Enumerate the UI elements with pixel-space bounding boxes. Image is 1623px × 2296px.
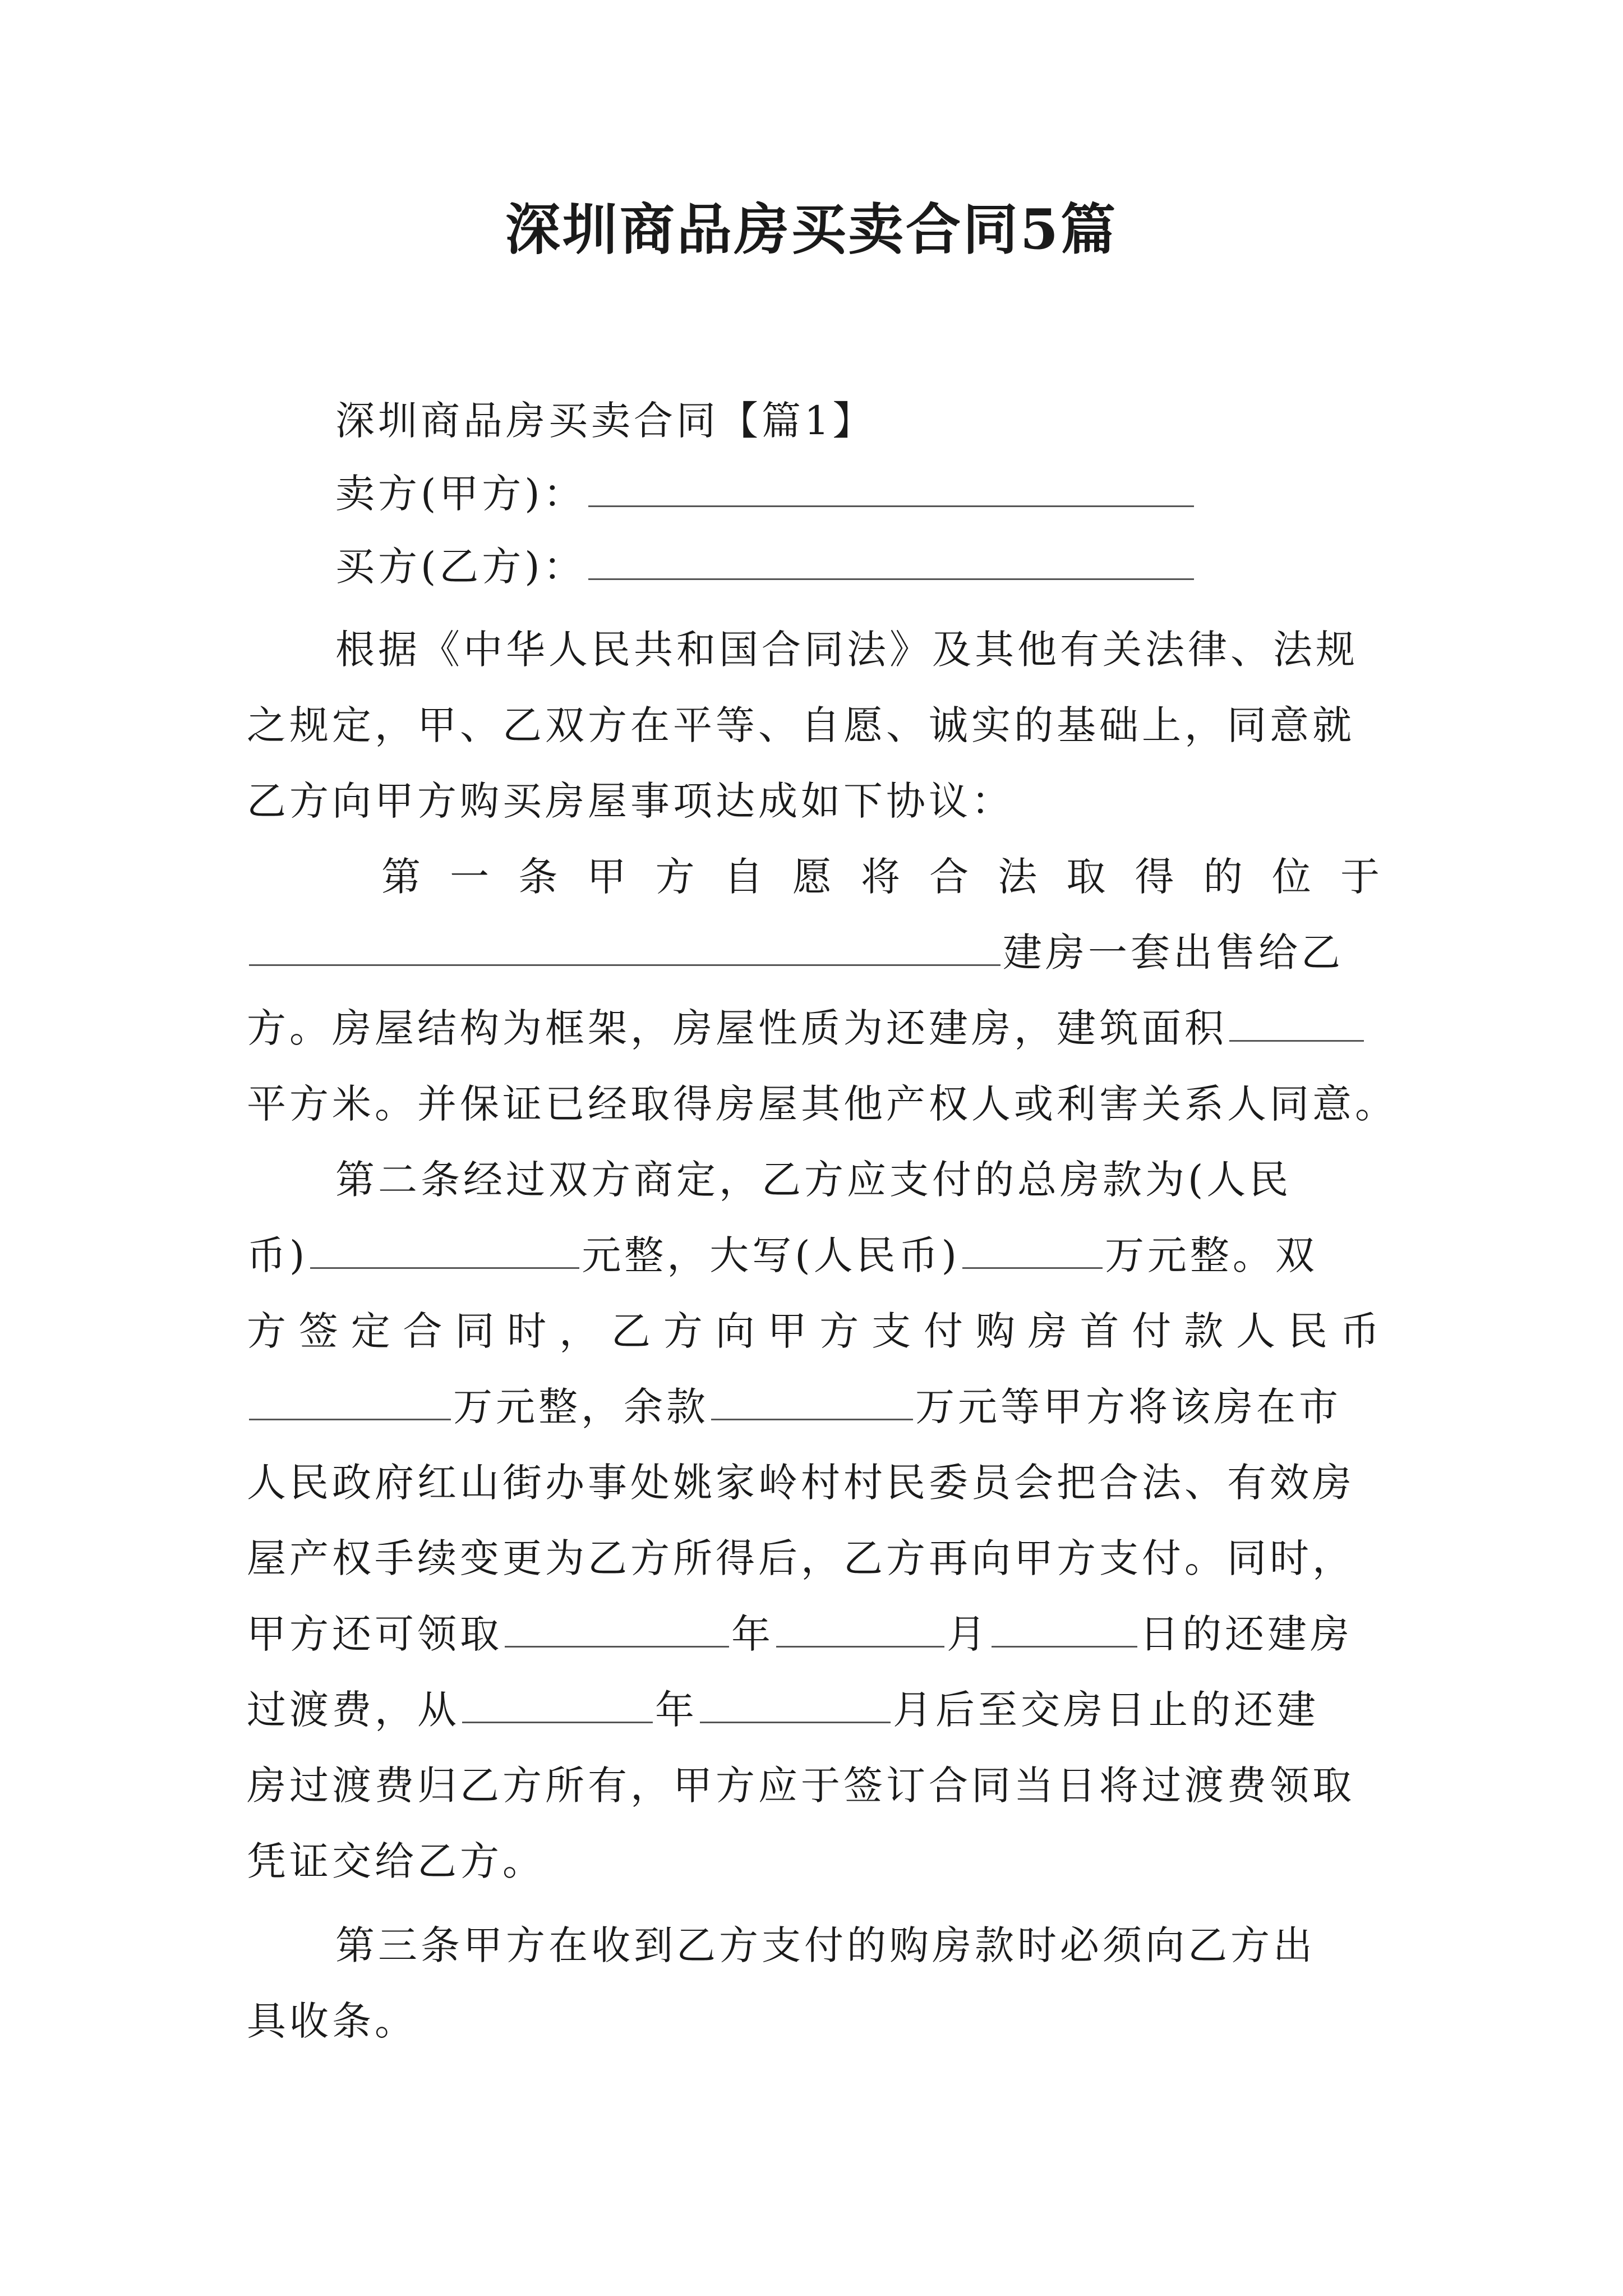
a2-char: 付 [923, 1308, 963, 1354]
balance-blank [711, 1385, 913, 1420]
a1-char: 于 [1340, 854, 1380, 900]
a1-char: 一 [450, 854, 490, 900]
a2-char: 方 [819, 1308, 859, 1354]
article2-text: 过渡费，从 [247, 1687, 460, 1733]
article1-line-4: 平方米。并保证已经取得房屋其他产权人或利害关系人同意。 [247, 1081, 1398, 1127]
article2-text: 万元整，余款 [453, 1384, 709, 1430]
a2-char: 定 [351, 1308, 390, 1354]
buyer-blank [588, 545, 1194, 580]
article2-line-8 [247, 1682, 1319, 1738]
article2-text: 元整，大写(人民币) [582, 1232, 960, 1278]
a1-char: 取 [1066, 854, 1106, 900]
article2-text: 币) [247, 1232, 308, 1278]
from-month-blank [700, 1688, 891, 1723]
a2-char: 同 [455, 1308, 495, 1354]
article2-text: 年 [655, 1687, 698, 1733]
seller-label: 卖方(甲方)： [335, 471, 586, 517]
buyer-line [335, 539, 1196, 595]
seller-blank [588, 472, 1194, 507]
article2-line-1: 第二条经过双方商定，乙方应支付的总房款为(人民 [335, 1157, 1292, 1203]
a2-char: 币 [1340, 1308, 1380, 1354]
article2-line-9: 房过渡费归乙方所有，甲方应于签订合同当日将过渡费领取 [247, 1763, 1355, 1809]
a1-char: 自 [723, 854, 763, 900]
article2-line-4 [247, 1379, 1341, 1435]
a1-char: 法 [998, 854, 1038, 900]
a2-char: 付 [1132, 1308, 1172, 1354]
a2-char: 乙 [611, 1308, 651, 1354]
year-blank [505, 1612, 729, 1648]
from-year-blank [462, 1688, 653, 1723]
article2-line-2 [247, 1227, 1318, 1283]
a2-char: 合 [403, 1308, 442, 1354]
location-blank [249, 931, 1000, 966]
total-price-blank [310, 1234, 579, 1269]
a1-char: 愿 [792, 854, 832, 900]
a2-char: 首 [1080, 1308, 1119, 1354]
a1-char: 位 [1271, 854, 1311, 900]
a2-char: 向 [715, 1308, 755, 1354]
day-blank [992, 1612, 1137, 1648]
article3-line-2: 具收条。 [247, 1998, 417, 2044]
intro-line-2: 之规定，甲、乙双方在平等、自愿、诚实的基础上，同意就 [247, 702, 1355, 748]
article2-text: 万元等甲方将该房在市 [915, 1384, 1341, 1430]
area-blank [1229, 1006, 1364, 1042]
a1-char: 甲 [587, 854, 626, 900]
a2-char: 人 [1236, 1308, 1276, 1354]
a2-char: 签 [298, 1308, 338, 1354]
article2-line-7 [247, 1606, 1353, 1662]
a2-char: 方 [663, 1308, 703, 1354]
a2-char: ， [559, 1308, 599, 1354]
a2-char: 款 [1184, 1308, 1224, 1354]
total-price-words-blank [962, 1234, 1103, 1269]
a2-char: 时 [507, 1308, 547, 1354]
article2-line-3 [247, 1303, 1380, 1359]
article1-line-3-text: 方。房屋结构为框架，房屋性质为还建房，建筑面积 [247, 1005, 1227, 1051]
a1-char: 合 [929, 854, 969, 900]
seller-line [335, 466, 1196, 522]
intro-line-3: 乙方向甲方购买房屋事项达成如下协议： [247, 778, 1014, 824]
article2-text: 年 [731, 1611, 774, 1657]
a2-char: 民 [1288, 1308, 1327, 1354]
section-heading: 深圳商品房买卖合同【篇1】 [335, 398, 875, 444]
intro-line-1: 根据《中华人民共和国合同法》及其他有关法律、法规 [335, 627, 1358, 673]
article1-line-2-text: 建房一套出售给乙 [1003, 930, 1344, 976]
article2-line-6: 屋产权手续变更为乙方所得后，乙方再向甲方支付。同时， [247, 1535, 1355, 1581]
down-payment-blank [249, 1385, 451, 1420]
a1-char: 条 [518, 854, 558, 900]
article2-text: 月 [947, 1611, 989, 1657]
a2-char: 甲 [767, 1308, 807, 1354]
a1-char: 第 [381, 854, 421, 900]
article2-text: 日的还建房 [1140, 1611, 1353, 1657]
article2-line-10: 凭证交给乙方。 [247, 1838, 545, 1884]
a2-char: 方 [247, 1308, 286, 1354]
article1-line-2 [247, 924, 1344, 981]
article1-line-3 [247, 1000, 1366, 1056]
a2-char: 购 [975, 1308, 1015, 1354]
month-blank [776, 1612, 944, 1648]
article2-text: 万元整。双 [1104, 1232, 1318, 1278]
a2-char: 房 [1027, 1308, 1067, 1354]
article2-text: 甲方还可领取 [247, 1611, 502, 1657]
a1-char: 得 [1135, 854, 1174, 900]
article3-line-1: 第三条甲方在收到乙方支付的购房款时必须向乙方出 [335, 1922, 1316, 1968]
a1-char: 将 [860, 854, 900, 900]
a1-char: 的 [1203, 854, 1243, 900]
article2-text: 月后至交房日止的还建 [893, 1687, 1319, 1733]
article2-line-5: 人民政府红山街办事处姚家岭村村民委员会把合法、有效房 [247, 1460, 1355, 1506]
a2-char: 支 [872, 1308, 911, 1354]
buyer-label: 买方(乙方)： [335, 544, 586, 590]
document-title: 深圳商品房买卖合同5篇 [505, 197, 1118, 262]
a1-char: 方 [655, 854, 695, 900]
article1-line-1 [381, 849, 1380, 905]
